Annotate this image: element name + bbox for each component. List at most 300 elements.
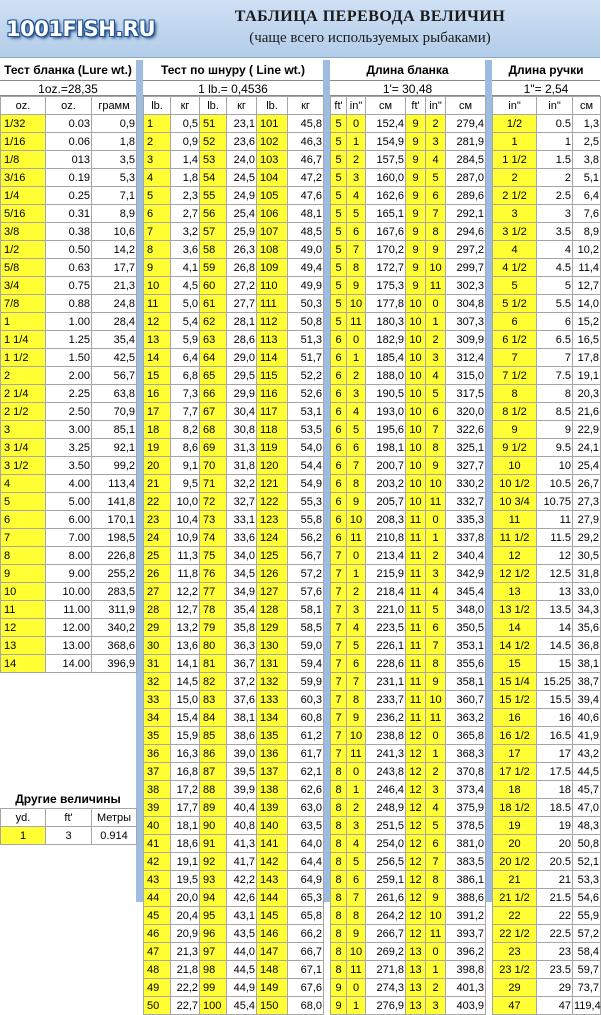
table-cell: 175,3 (366, 277, 406, 295)
table-cell: 10,2 (573, 241, 601, 259)
table-cell: 6 (347, 223, 366, 241)
table-cell: 15,4 (171, 709, 200, 727)
table-cell: 56,7 (288, 547, 324, 565)
table-cell: 332,7 (446, 493, 486, 511)
table-cell: 393,7 (446, 925, 486, 943)
table-cell: 10 (347, 727, 366, 745)
table-cell: 6.00 (46, 511, 92, 529)
table-row (331, 241, 486, 259)
table-cell: 1 (347, 565, 366, 583)
table-cell: 44,5 (227, 961, 257, 979)
table-cell: 58,4 (573, 943, 601, 961)
table-cell: 13.5 (537, 601, 573, 619)
table-cell: 6 (331, 421, 347, 439)
table-cell: 29 (537, 979, 573, 997)
table-row (144, 313, 324, 331)
table-header-cell: кг (288, 97, 324, 115)
table-cell: 10 (347, 295, 366, 313)
table-cell: 41 (144, 835, 171, 853)
table-cell: 8 (347, 691, 366, 709)
table-cell: 55 (200, 187, 227, 205)
table-cell: 40,6 (573, 709, 601, 727)
table-cell: 9 (426, 457, 446, 475)
table-cell: 60,8 (288, 709, 324, 727)
table-row (331, 385, 486, 403)
table-cell: 64 (200, 349, 227, 367)
table-cell: 11 (1, 601, 46, 619)
table-cell: 3.25 (46, 439, 92, 457)
table-cell: 57,6 (288, 583, 324, 601)
table-cell: 294,6 (446, 223, 486, 241)
table-cell: 11 (406, 529, 426, 547)
table-cell: 2,3 (171, 187, 200, 205)
table-row (493, 133, 601, 151)
table-cell: 16,8 (171, 763, 200, 781)
table-cell: 55,3 (288, 493, 324, 511)
table-cell: 0.19 (46, 169, 92, 187)
table-cell: 25 (144, 547, 171, 565)
table-cell: 215,9 (366, 565, 406, 583)
table-row (493, 151, 601, 169)
table-cell: 34,9 (227, 583, 257, 601)
table-cell: 69 (200, 439, 227, 457)
table-cell: 18,1 (171, 817, 200, 835)
table-cell: 279,4 (446, 115, 486, 133)
table-cell: 14,2 (92, 241, 137, 259)
table-cell: 37,6 (227, 691, 257, 709)
table-cell: 3 (347, 385, 366, 403)
table-row (144, 601, 324, 619)
table-row (144, 493, 324, 511)
table-cell: 12 (1, 619, 46, 637)
table-cell: 34,0 (227, 547, 257, 565)
table-cell: 165,1 (366, 205, 406, 223)
table-row (1, 331, 137, 349)
table-cell: 89 (200, 799, 227, 817)
table-cell: 1 (347, 997, 366, 1015)
table-cell: 8 (331, 817, 347, 835)
table-cell: 9 (347, 709, 366, 727)
table-cell: 5,3 (92, 169, 137, 187)
table-cell: 21,8 (171, 961, 200, 979)
table-cell: 11.5 (537, 529, 573, 547)
table-cell: 8 (347, 907, 366, 925)
table-cell: 5 (426, 385, 446, 403)
table-row (144, 835, 324, 853)
table-cell: 29,2 (573, 529, 601, 547)
table-cell: 388,6 (446, 889, 486, 907)
table-cell: 11 (426, 277, 446, 295)
table-header-cell: lb. (144, 97, 171, 115)
table-cell: 170,1 (92, 511, 137, 529)
table-cell: 70 (200, 457, 227, 475)
table-cell: 7 (331, 583, 347, 601)
table-row (493, 601, 601, 619)
table-cell: 17,8 (573, 349, 601, 367)
table-row (493, 619, 601, 637)
table-cell: 49,0 (288, 241, 324, 259)
table-cell: 7 (426, 205, 446, 223)
table-cell: 1 (426, 745, 446, 763)
table-cell: 12 (406, 853, 426, 871)
table-cell: 4 (144, 169, 171, 187)
table-cell: 13 (1, 637, 46, 655)
table-header-cell: lb. (257, 97, 288, 115)
table-cell: 26,8 (227, 259, 257, 277)
table-row (144, 745, 324, 763)
table-cell: 7,3 (171, 385, 200, 403)
table-cell: 350,5 (446, 619, 486, 637)
table-cell: 28 (144, 601, 171, 619)
table-cell: 34,5 (227, 565, 257, 583)
section-title: Длина ручки (508, 63, 584, 77)
table-cell: 43 (144, 871, 171, 889)
table-row (144, 133, 324, 151)
table-cell: 71 (200, 475, 227, 493)
table-cell: 8 (493, 385, 537, 403)
table-cell: 18 (144, 421, 171, 439)
table-cell: 147 (257, 943, 288, 961)
table-row (144, 637, 324, 655)
table-cell: 10 (406, 493, 426, 511)
table-cell: 6 (331, 511, 347, 529)
table-cell: 125 (257, 547, 288, 565)
table-cell: 104 (257, 169, 288, 187)
table-cell: 50,8 (573, 835, 601, 853)
table-cell: 6,8 (171, 367, 200, 385)
table-cell: 335,3 (446, 511, 486, 529)
table-cell: 46,7 (288, 151, 324, 169)
table-cell: 18 (493, 781, 537, 799)
table-cell: 3/4 (1, 277, 46, 295)
table-cell: 340,2 (92, 619, 137, 637)
table-cell: 292,1 (446, 205, 486, 223)
table-cell: 10 (537, 457, 573, 475)
table-cell: 62 (200, 313, 227, 331)
table-row (493, 403, 601, 421)
table-cell: 41,9 (573, 727, 601, 745)
table-cell: 342,9 (446, 565, 486, 583)
table-row (331, 907, 486, 925)
table-cell: 131 (257, 655, 288, 673)
table-cell: 8 (426, 223, 446, 241)
table-row (331, 871, 486, 889)
table-cell: 21,3 (171, 943, 200, 961)
table-cell: 256,5 (366, 853, 406, 871)
site-logo[interactable] (6, 17, 156, 45)
table-cell: 302,3 (446, 277, 486, 295)
table-cell: 45 (144, 907, 171, 925)
table-cell: 2 (537, 169, 573, 187)
table-cell: 19 (144, 439, 171, 457)
table-cell: 401,3 (446, 979, 486, 997)
table-cell: 11 (347, 313, 366, 331)
table-cell: 25,4 (573, 457, 601, 475)
table-cell: 35,4 (227, 601, 257, 619)
table-cell: 12 (406, 799, 426, 817)
table-cell: 200,7 (366, 457, 406, 475)
table-cell: 205,7 (366, 493, 406, 511)
table-cell: 3 (426, 781, 446, 799)
table-cell: 0.31 (46, 205, 92, 223)
table-cell: 193,0 (366, 403, 406, 421)
table-cell: 1 (426, 961, 446, 979)
table-row (144, 709, 324, 727)
table-cell: 102 (257, 133, 288, 151)
table-cell: 47,0 (573, 799, 601, 817)
table-cell: 59,9 (288, 673, 324, 691)
table-cell: 21,6 (573, 403, 601, 421)
table-cell: 22,9 (573, 421, 601, 439)
table-cell: 9 (347, 277, 366, 295)
table-cell: 0,9 (171, 133, 200, 151)
table-row (331, 565, 486, 583)
table-cell: 304,8 (446, 295, 486, 313)
table-cell: 8 (331, 799, 347, 817)
table-row (331, 727, 486, 745)
table-cell: 49,4 (288, 259, 324, 277)
table-cell: 12.00 (46, 619, 92, 637)
table-cell: 221,0 (366, 601, 406, 619)
table-cell: 61 (200, 295, 227, 313)
table-cell: 195,6 (366, 421, 406, 439)
table-cell: 16 (144, 385, 171, 403)
table-cell: 10 (347, 511, 366, 529)
section-conversion: 1oz.=28,35 (0, 80, 136, 96)
table-cell: 23 (493, 943, 537, 961)
table-cell: 59,4 (288, 655, 324, 673)
table-cell: 39,4 (573, 691, 601, 709)
table-cell: 20.5 (537, 853, 573, 871)
table-cell: 9 (406, 241, 426, 259)
table-cell: 24 (144, 529, 171, 547)
table-cell: 198,1 (366, 439, 406, 457)
table-row (331, 529, 486, 547)
table-cell: 7 (331, 565, 347, 583)
table-cell: 60,3 (288, 691, 324, 709)
table-cell: 14,1 (171, 655, 200, 673)
table-cell: 42 (144, 853, 171, 871)
table-cell: 213,4 (366, 547, 406, 565)
table-cell: 39 (144, 799, 171, 817)
table-row (144, 673, 324, 691)
table-cell: 2 (426, 331, 446, 349)
table-cell: 19,1 (573, 367, 601, 385)
table-cell: 67,1 (288, 961, 324, 979)
table-cell: 12,2 (171, 583, 200, 601)
table-cell: 44,0 (227, 943, 257, 961)
table-row (493, 673, 601, 691)
table-cell: 013 (46, 151, 92, 169)
handle-length-section (492, 60, 600, 1015)
table-cell: 15,9 (171, 727, 200, 745)
table-cell: 8 (426, 871, 446, 889)
table-cell: 43,5 (227, 925, 257, 943)
table-cell: 13 (406, 961, 426, 979)
table-row (144, 979, 324, 997)
table-cell: 54,4 (288, 457, 324, 475)
table-cell: 23,1 (227, 115, 257, 133)
table-cell: 5 (347, 853, 366, 871)
table-cell: 2.50 (46, 403, 92, 421)
table-cell: 3 (1, 421, 46, 439)
table-cell: 19 (493, 817, 537, 835)
table-row (493, 745, 601, 763)
table-row (144, 223, 324, 241)
table-cell: 11 (426, 925, 446, 943)
table-row (1, 601, 137, 619)
table-cell: 8 (331, 763, 347, 781)
section-conversion: 1"= 2,54 (492, 80, 600, 96)
table-cell: 35,4 (92, 331, 137, 349)
table-cell: 53 (200, 151, 227, 169)
table-cell: 46 (144, 925, 171, 943)
table-row (144, 961, 324, 979)
table-row (1, 827, 137, 845)
table-cell: 185,4 (366, 349, 406, 367)
table-row (493, 709, 601, 727)
table-row (1, 133, 137, 151)
table-cell: 10 (406, 295, 426, 313)
table-cell: 17,2 (171, 781, 200, 799)
table-row (1, 565, 137, 583)
table-cell: 127 (257, 583, 288, 601)
table-cell: 1,8 (92, 133, 137, 151)
table-row (331, 691, 486, 709)
table-cell: 73 (200, 511, 227, 529)
table-row (493, 727, 601, 745)
table-cell: 36,7 (227, 655, 257, 673)
table-cell: 120 (257, 457, 288, 475)
table-cell: 8,6 (171, 439, 200, 457)
table-cell: 0 (347, 979, 366, 997)
table-cell: 7 (331, 727, 347, 745)
table-cell: 4.5 (537, 259, 573, 277)
table-cell: 8 (331, 853, 347, 871)
table-row (493, 259, 601, 277)
table-cell: 133 (257, 691, 288, 709)
table-cell: 4 (426, 583, 446, 601)
table-cell: 4,1 (171, 259, 200, 277)
table-cell: 10 (406, 403, 426, 421)
table-cell: 4 (426, 367, 446, 385)
table-cell: 312,4 (446, 349, 486, 367)
table-cell: 10 (406, 385, 426, 403)
table-cell: 2 (426, 547, 446, 565)
table-cell: 48,5 (288, 223, 324, 241)
table-row (331, 799, 486, 817)
table-cell: 8 (331, 925, 347, 943)
table-cell: 15 1/4 (493, 673, 537, 691)
table-cell: 8 (426, 655, 446, 673)
table-cell: 38,7 (573, 673, 601, 691)
table-cell: 34 (144, 709, 171, 727)
table-cell: 100 (200, 997, 227, 1015)
table-row (493, 475, 601, 493)
table-row (493, 817, 601, 835)
table-cell: 18 (537, 781, 573, 799)
table-cell: 96 (200, 925, 227, 943)
table-cell: 3,2 (171, 223, 200, 241)
table-cell: 7 (493, 349, 537, 367)
table-cell: 358,1 (446, 673, 486, 691)
table-row (1, 151, 137, 169)
table-row (144, 421, 324, 439)
table-cell: 0.914 (92, 827, 137, 845)
table-row (331, 115, 486, 133)
table-cell: 14,5 (171, 673, 200, 691)
table-header-cell: грамм (92, 97, 137, 115)
table-header-cell: yd. (1, 809, 46, 827)
table-cell: 12 (406, 835, 426, 853)
table-cell: 107 (257, 223, 288, 241)
table-cell: 149 (257, 979, 288, 997)
table-row (493, 511, 601, 529)
table-cell: 82 (200, 673, 227, 691)
table-row (493, 979, 601, 997)
table-cell: 113 (257, 331, 288, 349)
table-row (1, 241, 137, 259)
table-cell: 368,3 (446, 745, 486, 763)
table-cell: 140 (257, 817, 288, 835)
table-cell: 10.5 (537, 475, 573, 493)
table-cell: 53,3 (573, 871, 601, 889)
table-row (331, 979, 486, 997)
table-cell: 14,0 (573, 295, 601, 313)
table-row (144, 277, 324, 295)
section-title: Тест по шнуру ( Line wt.) (161, 63, 305, 77)
table-cell: 75 (200, 547, 227, 565)
table-cell: 2 (426, 115, 446, 133)
table-row (144, 817, 324, 835)
table-cell: 132 (257, 673, 288, 691)
table-cell: 35 (144, 727, 171, 745)
table-cell: 7 (331, 547, 347, 565)
table-cell: 3 (426, 349, 446, 367)
table-cell: 0.5 (537, 115, 573, 133)
table-cell: 9 (426, 241, 446, 259)
table-cell: 3 (46, 827, 92, 845)
table-cell: 11,8 (171, 565, 200, 583)
table-cell: 0.88 (46, 295, 92, 313)
table-cell: 309,9 (446, 331, 486, 349)
table-cell: 47,6 (288, 187, 324, 205)
table-cell: 5/8 (1, 259, 46, 277)
table-cell: 3.50 (46, 457, 92, 475)
table-cell: 63 (200, 331, 227, 349)
table-cell: 11 (406, 511, 426, 529)
table-cell: 80 (200, 637, 227, 655)
table-cell: 130 (257, 637, 288, 655)
table-cell: 259,1 (366, 871, 406, 889)
table-cell: 6 (347, 439, 366, 457)
table-cell: 10,4 (171, 511, 200, 529)
table-cell: 22 (537, 907, 573, 925)
table-row (144, 565, 324, 583)
table-cell: 43,2 (573, 745, 601, 763)
table-cell: 18 1/2 (493, 799, 537, 817)
table-cell: 109 (257, 259, 288, 277)
table-cell: 16,5 (573, 331, 601, 349)
table-cell: 137 (257, 763, 288, 781)
table-cell: 7 (331, 655, 347, 673)
table-cell: 5,9 (171, 331, 200, 349)
table-row (493, 997, 601, 1015)
table-header-cell: ft' (406, 97, 426, 115)
table-cell: 248,9 (366, 799, 406, 817)
table-cell: 5 1/2 (493, 295, 537, 313)
table-cell: 7 (331, 601, 347, 619)
